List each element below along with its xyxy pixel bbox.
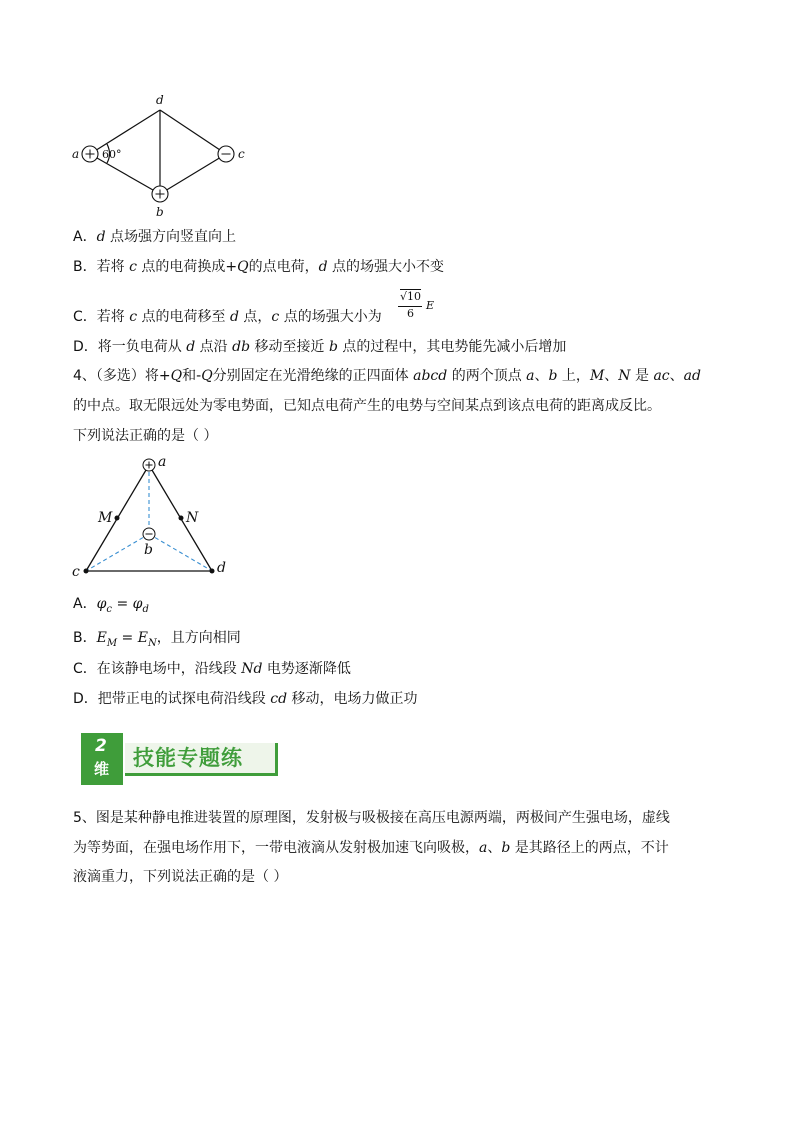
- option-letter: D．: [73, 691, 98, 707]
- point-d: [210, 569, 215, 574]
- math-variable: E: [137, 630, 148, 646]
- text-run: 点的场强大小不变: [327, 259, 444, 275]
- q5-stem-line-3: [73, 867, 287, 887]
- text-run: 点场强方向竖直向上: [105, 229, 236, 245]
- point-N: [179, 516, 184, 521]
- q4-stem-line-1: [73, 366, 701, 386]
- math-variable: M: [589, 368, 605, 384]
- label-M: M: [98, 510, 113, 526]
- formula-denominator: 6: [407, 307, 414, 320]
- math-variable: φ: [96, 596, 107, 612]
- option-letter: A．: [73, 596, 97, 612]
- charge-b-negative: [143, 528, 155, 540]
- text-run: 点的场强大小为: [279, 309, 382, 325]
- math-variable: abcd: [413, 368, 448, 384]
- math-variable: ac: [653, 368, 670, 384]
- subscript: N: [147, 637, 157, 649]
- text-run: 在该静电场中，沿线段: [96, 661, 242, 677]
- math-variable: Q: [170, 368, 183, 384]
- charge-b-positive: [152, 186, 168, 202]
- point-M: [115, 516, 120, 521]
- q4-option-a: [73, 594, 149, 620]
- label-a: a: [72, 147, 80, 161]
- q5-stem-line-1: [73, 808, 670, 828]
- math-variable: c: [129, 259, 137, 275]
- charge-a-positive: [82, 146, 98, 162]
- subscript: M: [106, 637, 118, 649]
- math-variable: Nd: [241, 661, 263, 677]
- text-run: 若将: [96, 259, 130, 275]
- q4-stem-line-2: [73, 396, 661, 416]
- math-variable: b: [548, 368, 558, 384]
- text-run: 移动至接近: [250, 339, 329, 355]
- q4-option-d: [73, 689, 418, 709]
- math-variable: d: [318, 259, 328, 275]
- text-run: 下列说法正确的是（ ）: [73, 428, 218, 444]
- q5-stem-line-2: [73, 838, 669, 858]
- q4-stem-line-3: [73, 426, 217, 446]
- text-run: 、: [534, 368, 549, 384]
- math-variable: a: [526, 368, 535, 384]
- q4-option-c: [73, 659, 351, 679]
- option-letter: D．: [73, 339, 98, 355]
- math-variable: Q: [201, 368, 213, 384]
- section-banner: [81, 733, 277, 787]
- text-run: 分别固定在光滑绝缘的正四面体: [212, 368, 414, 384]
- text-run: 、: [604, 368, 619, 384]
- label-d: d: [217, 560, 226, 576]
- section-title-bar: [125, 743, 278, 776]
- section-dimension: 维: [94, 760, 110, 778]
- text-run: 上，: [557, 368, 590, 384]
- label-c: c: [72, 564, 80, 580]
- option-letter: C．: [73, 309, 97, 325]
- text-run: 液滴重力，下列说法正确的是（ ）: [73, 869, 288, 885]
- option-letter: C．: [73, 661, 97, 677]
- q3-option-b: [73, 257, 444, 277]
- text-run: 把带正电的试探电荷沿线段: [97, 691, 271, 707]
- text-run: 是其路径上的两点，不计: [510, 840, 669, 856]
- charge-a-positive: [143, 459, 155, 471]
- label-b: b: [144, 542, 153, 558]
- text-run: 的两个顶点: [447, 368, 527, 384]
- text-run: 电势逐渐降低: [262, 661, 351, 677]
- math-variable: b: [501, 840, 511, 856]
- text-run: =: [112, 596, 133, 612]
- label-a: a: [158, 454, 167, 470]
- text-run: 点的过程中，其电势能先减小后增加: [337, 339, 567, 355]
- option-letter: B．: [73, 630, 97, 646]
- text-run: 将一负电荷从: [97, 339, 187, 355]
- formula-symbol: E: [426, 299, 435, 312]
- q3-option-a: [73, 227, 236, 247]
- text-run: 点的电荷移至: [137, 309, 230, 325]
- text-run: 点，: [238, 309, 272, 325]
- text-run: 的点电荷，: [248, 259, 319, 275]
- text-run: 为等势面，在强电场作用下，一带电液滴从发射极加速飞向吸极，: [73, 840, 479, 856]
- math-variable: E: [96, 630, 107, 646]
- formula-numerator: √10: [400, 290, 422, 303]
- subscript: c: [106, 603, 112, 615]
- math-variable: φ: [132, 596, 143, 612]
- option-letter: B．: [73, 259, 97, 275]
- math-variable: N: [618, 368, 631, 384]
- text-run: 4、（多选）将+: [73, 368, 171, 384]
- label-N: N: [186, 510, 199, 526]
- text-run: 、: [487, 840, 502, 856]
- figure-charges-rhombus: [60, 90, 260, 225]
- math-variable: c: [271, 309, 280, 325]
- math-variable: d: [96, 229, 106, 245]
- math-variable: d: [229, 309, 239, 325]
- text-run: 5、图是某种静电推进装置的原理图，发射极与吸极接在高压电源两端，两极间产生强电场，虚线: [73, 810, 670, 826]
- label-angle: 60°: [102, 148, 122, 161]
- text-run: 的中点。取无限远处为零电势面，已知点电荷产生的电势与空间某点到该点电荷的距离成反比。: [73, 398, 661, 414]
- section-title: 技能专题练: [133, 746, 243, 770]
- text-run: 是: [630, 368, 654, 384]
- point-c: [84, 569, 89, 574]
- math-variable: a: [479, 840, 488, 856]
- charge-c-negative: [218, 146, 234, 162]
- section-badge: [81, 733, 123, 785]
- section-number: 2: [95, 736, 107, 756]
- text-run: 点沿: [195, 339, 233, 355]
- label-d: d: [156, 93, 164, 107]
- q4-option-b: [73, 628, 241, 654]
- figure-tetrahedron: [70, 452, 240, 582]
- label-b: b: [156, 205, 164, 219]
- math-variable: ad: [683, 368, 701, 384]
- text-run: 移动，电场力做正功: [287, 691, 418, 707]
- text-run: 、: [669, 368, 684, 384]
- text-run: 和-: [182, 368, 202, 384]
- math-variable: c: [129, 309, 138, 325]
- math-variable: Q: [237, 259, 249, 275]
- math-variable: db: [232, 339, 251, 355]
- text-run: ，且方向相同: [156, 630, 241, 646]
- label-c: c: [238, 147, 245, 161]
- subscript: d: [142, 603, 149, 615]
- math-variable: b: [328, 339, 338, 355]
- text-run: 若将: [96, 309, 130, 325]
- text-run: 点的电荷换成+: [136, 259, 238, 275]
- math-variable: cd: [270, 691, 288, 707]
- q3-option-d: [73, 337, 566, 357]
- math-variable: d: [186, 339, 196, 355]
- text-run: =: [117, 630, 138, 646]
- option-letter: A．: [73, 229, 97, 245]
- q3-option-c-formula: [396, 290, 446, 324]
- q3-option-c: [73, 307, 382, 327]
